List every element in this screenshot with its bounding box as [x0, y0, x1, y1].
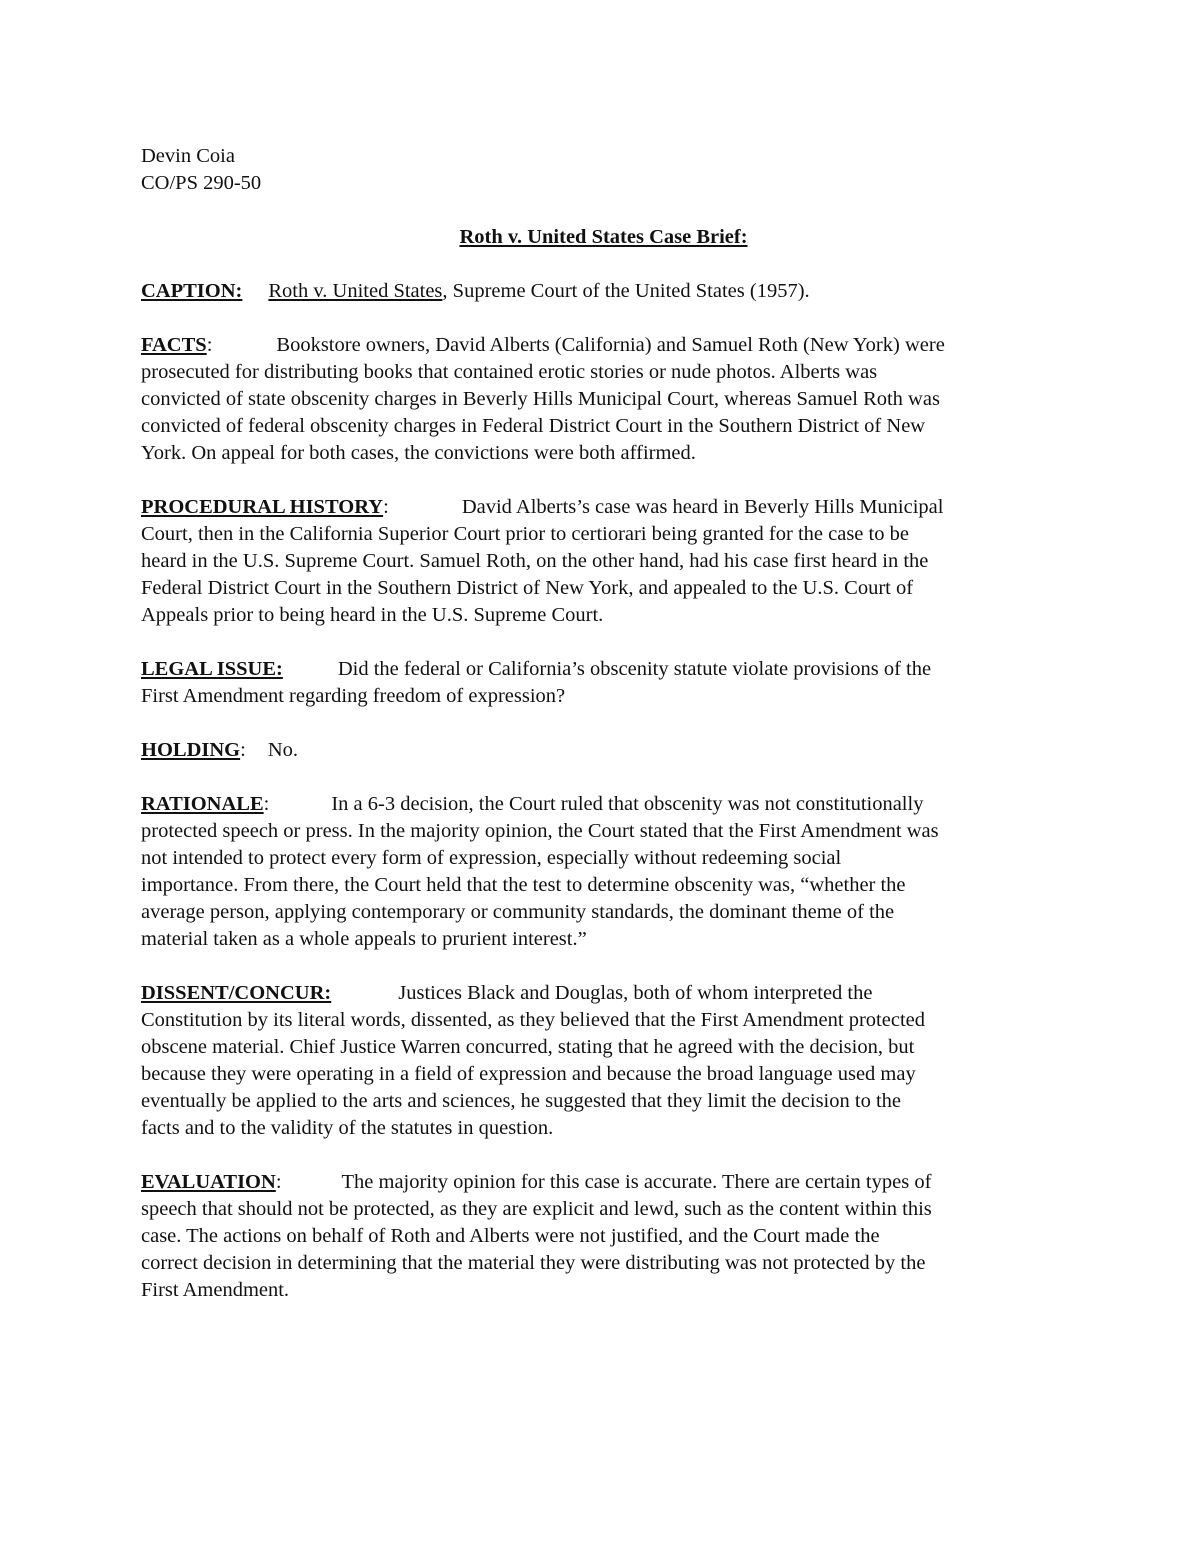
evaluation-section [141, 1169, 1066, 1304]
legal-issue-section [141, 656, 1066, 710]
facts-line: prosecuted for distributing books that contained erotic stories or nude photos. Alberts was [141, 361, 878, 383]
facts-colon: : [206, 334, 213, 356]
holding-label: HOLDING [141, 739, 241, 761]
document-page [141, 143, 1066, 1304]
dissent-concur-line: because they were operating in a field of expression and because the broad language used may [141, 1063, 916, 1085]
evaluation-line: First Amendment. [141, 1279, 290, 1301]
procedural-history-line: David Alberts’s case was heard in Beverly Hills Municipal [461, 496, 944, 518]
caption-text: , Supreme Court of the United States (1957). [442, 280, 810, 302]
holding-section [141, 737, 1066, 764]
rationale-section [141, 791, 1066, 953]
procedural-history-line: Federal District Court in the Southern District of New York, and appealed to the U.S. Court of [141, 577, 914, 599]
rationale-line: average person, applying contemporary or community standards, the dominant theme of the [141, 901, 895, 923]
dissent-concur-line: obscene material. Chief Justice Warren concurred, stating that he agreed with the decision, but [141, 1036, 915, 1058]
facts-line: York. On appeal for both cases, the convictions were both affirmed. [141, 442, 696, 464]
dissent-concur-line: Justices Black and Douglas, both of whom interpreted the [398, 982, 873, 1004]
legal-issue-line: First Amendment regarding freedom of expression? [141, 685, 566, 707]
rationale-line: not intended to protect every form of expression, especially without redeeming social [141, 847, 842, 869]
procedural-history-line: heard in the U.S. Supreme Court. Samuel Roth, on the other hand, had his case first heard in the [141, 550, 929, 572]
caption-case-name: Roth v. United States [268, 280, 443, 302]
evaluation-line: The majority opinion for this case is accurate. There are certain types of [341, 1171, 932, 1193]
dissent-concur-label: DISSENT/CONCUR: [141, 982, 332, 1004]
dissent-concur-section [141, 980, 1066, 1142]
caption-section [141, 278, 1066, 305]
rationale-line: material taken as a whole appeals to prurient interest.” [141, 928, 587, 950]
legal-issue-label: LEGAL ISSUE: [141, 658, 283, 680]
dissent-concur-line: eventually be applied to the arts and sciences, he suggested that they limit the decision to the [141, 1090, 901, 1112]
course-code: CO/PS 290-50 [141, 172, 262, 194]
rationale-line: protected speech or press. In the majority opinion, the Court stated that the First Amendment was [141, 820, 939, 842]
evaluation-label: EVALUATION [141, 1171, 276, 1193]
procedural-history-label: PROCEDURAL HISTORY [141, 496, 384, 518]
rationale-colon: : [263, 793, 270, 815]
procedural-history-line: Appeals prior to being heard in the U.S. Supreme Court. [141, 604, 604, 626]
dissent-concur-line: facts and to the validity of the statutes in question. [141, 1117, 554, 1139]
facts-section [141, 332, 1066, 467]
facts-line: convicted of federal obscenity charges in Federal District Court in the Southern District of New [141, 415, 926, 437]
evaluation-colon: : [275, 1171, 282, 1193]
procedural-history-line: Court, then in the California Superior Court prior to certiorari being granted for the case to be [141, 523, 909, 545]
dissent-concur-line: Constitution by its literal words, dissented, as they believed that the First Amendment protected [141, 1009, 925, 1031]
facts-line: convicted of state obscenity charges in Beverly Hills Municipal Court, whereas Samuel Roth was [141, 388, 940, 410]
procedural-history-colon: : [383, 496, 389, 518]
facts-line: Bookstore owners, David Alberts (California) and Samuel Roth (New York) were [276, 334, 945, 356]
rationale-label: RATIONALE [141, 793, 264, 815]
rationale-line: In a 6-3 decision, the Court ruled that obscenity was not constitutionally [331, 793, 924, 815]
rationale-line: importance. From there, the Court held that the test to determine obscenity was, “whether the [141, 874, 906, 896]
facts-label: FACTS [141, 334, 207, 356]
evaluation-line: correct decision in determining that the material they were distributing was not protected by the [141, 1252, 926, 1274]
document-title: Roth v. United States Case Brief: [459, 226, 748, 248]
legal-issue-line: Did the federal or California’s obscenity statute violate provisions of the [337, 658, 932, 680]
evaluation-line: speech that should not be protected, as they are explicit and lewd, such as the content within this [141, 1198, 932, 1220]
holding-text: No. [267, 739, 298, 761]
caption-label: CAPTION: [141, 280, 243, 302]
header-block [141, 143, 1066, 197]
holding-colon: : [240, 739, 246, 761]
evaluation-line: case. The actions on behalf of Roth and Alberts were not justified, and the Court made the [141, 1225, 880, 1247]
author-name: Devin Coia [141, 145, 235, 167]
procedural-history-section [141, 494, 1066, 629]
